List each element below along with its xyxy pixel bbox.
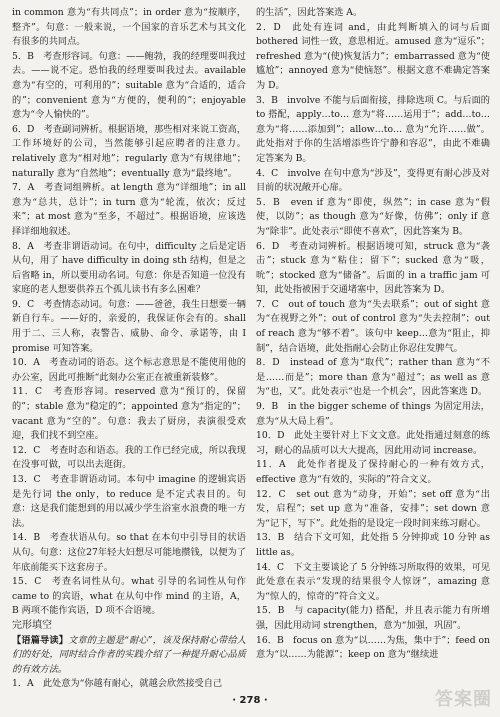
guide-tag: 【语篇导读】 [12, 634, 69, 646]
paragraph: 5．B even if 意为“即使，纵然”；in case 意为“假使，以防”；as though 意为“好像，仿佛”；only if 意为“除非”。此处表示“即使不喜欢”，因此答案为 B。 [256, 196, 490, 237]
paragraph: in common 意为“有共同点”；in order 意为“按顺序，整齐”。句意：一般来说，一个国家的音乐艺术与其文化有很多的共同点。 [12, 7, 246, 48]
page-number: · 278 · [232, 695, 268, 706]
paragraph: 12．C set out 意为“动身，开始”；set off 意为“出发，启程”；set up 意为“准备，安排”；set down 意为“记下，写下”。此处指的是设定一段时间来练习耐心。 [256, 488, 490, 529]
paragraph: 5．B 考查形容词。句意：——鲍勃，我的经理要叫我过去。——说不定。恐怕我的经理要叫我过去。available 意为“有空的，可利用的”；suitable 意为“合适的，适合的”；convenient 意为“方便的，便利的”；enjoyable 意为“令人愉快的”。 [12, 50, 246, 121]
paragraph: 的生活”，因此答案选 A。 [256, 7, 363, 18]
paragraph: 8．A 考查非谓语动词。在句中，difficulty 之后是定语从句，用了 have difficulty in doing sth 结构，但是之后省略 in，所以要用动名词。句意：你是否知道一位没有家庭的老人想要供养五个孤儿读书有多么困难？ [12, 240, 246, 296]
paragraph: 8．D instead of 意为“取代”；rather than 意为“不是……而是”；more than 意为“超过”；as well as 意为“也，又”。此处表示“也是一个机会”，因此答案选 D。 [256, 357, 490, 398]
paragraph: 15．C 考查名词性从句。what 引导的名词性从句作 came to 的宾语，what 在从句中作 mind 的主语，A，B 两项不能作宾语，D 项不合语境。 [12, 576, 246, 617]
passage-guide [12, 634, 246, 678]
paragraph: 9．B in the bigger scheme of things 为固定用法，意为“从大局上看”。 [256, 401, 490, 427]
paragraph: 16．B focus on 意为“以……为焦，集中于”；feed on 意为“以……为能源”；keep on 意为“继续进 [256, 634, 490, 661]
paragraph: 2．D 此处有连词 and，由此判断填入的词与后面 bothered 词性一致，意思相近。amused 意为“逗乐”；refreshed 意为“(使)恢复活力”；embarrassed 意为“使尴尬”；annoyed 意为“使恼怒”。根据文意不难确定答案为 D。 [256, 21, 490, 91]
paragraph: 1．A 此处意为“你越有耐心，就越会欣然接受自己 [12, 678, 223, 690]
paragraph: 14．B 考查状语从句。so that 在本句中引导目的状语从句。句意：这位27年轻大妇想尽可能地攒钱，以便为了年底前能买下这套房子。 [12, 532, 246, 573]
paragraph: 7．C out of touch 意为“失去联系”；out of sight 意为“在视野之外”；out of control 意为“失去控制”；out of reach 意为“够不着”。该句中 keep…意为“阻止，抑制”，结合语境，此处指耐心会防止你忍住发脾气。 [256, 298, 490, 354]
paragraph: 9．C 考查情态动词。句意：——爸爸，我生日想要一辆新自行车。——好的，亲爱的，我保证你会有的。shall 用于二、三人称，表警告、威胁、命令、承诺等，由 I promise 可知答案。 [12, 298, 246, 354]
right-column [256, 6, 490, 692]
guide-text: 文章的主题是“耐心”，该及保持耐心带给人们的好处，同时结合作者的实践介绍了一种提升耐心品质的有效方法。 [12, 634, 246, 675]
paragraph: 15．B 与 capacity(能力) 搭配，并且表示能力有所增强，因此用动词 strengthen，意为“加强，巩固”。 [256, 605, 490, 631]
paragraph: 11．C 考查形容词。reserved 意为“预订的，保留的”；stable 意为“稳定的”；appointed 意为“指定的”；vacant 意为“空的”。句意：我去了厨房，表演很受欢迎，我们找不到空座。 [12, 386, 246, 442]
paragraph: 6．D 考查动词辨析。根据语境可知，struck 意为“袭击”；stuck 意为“粘住；留下”；sucked 意为“吸，吮”；stocked 意为“储备”。后面的 in a traffic jam 可知，此处指被困于交通堵塞中，因此答案为 D。 [256, 240, 490, 296]
paragraph: 13．C 考查非谓语动词。本句中 imagine 的逻辑宾语是先行词 the only，to reduce 是不定式表目的。句意：这是我们能想到的用以减少学生浴室水浪费的唯一方法。 [12, 474, 246, 529]
left-column [12, 6, 246, 692]
paragraph: 10．D 此处主要针对上下文文意。此处指通过刻意的练习，耐心的品质可以大大提高，因此用动词 increase。 [256, 430, 490, 456]
paragraph: 4．C involve 在句中意为“涉及”，变得更有耐心涉及对目前的状况敞开心扉。 [256, 167, 490, 194]
paragraph: 10．A 考查动词的语态。这个标志意思是不能使用他的办公室，因此可推断“此刻办公室正在被重新装修”。 [12, 357, 246, 383]
watermark-logo: 答案圈 [435, 689, 492, 710]
paragraph: 6．D 考查副词辨析。根据语境，那些相对来说工资高，工作环境好的公司，当然能够引起应聘者的注意力。relatively 意为“相对地”；regularly 意为“有规律地”；naturally 意为“自然地”；eventually 意为“最终地”。 [12, 123, 246, 179]
paragraph: 3．B involve 不能与后面衔接，排除选项 C。与后面的 to 搭配，apply…to… 意为“将……运用于”；add…to… 意为“将……添加到”；allow…to… 意为“允许……做”。此处指对于你的生活增添些许宁静和容忍”，由此不难确定答案为 B。 [256, 94, 490, 164]
paragraph: 14．C 下文主要谈论了 5 分钟练习所取得的效果，可见此处意在表示“发现的结果很令人惊讶”，amazing 意为“惊人的，惊奇的”符合文义。 [256, 561, 490, 602]
section-heading: 完形填空 [12, 619, 52, 631]
paragraph: 13．B 结合下文可知，此处指 5 分钟抑或 10 分钟 as little as。 [256, 532, 490, 558]
two-column-layout [12, 6, 490, 692]
paragraph: 11．A 此处作者提及了保持耐心的一种有效方式，effective 意为“有效的，实际的”符合文义。 [256, 459, 490, 485]
paragraph: 12．C 考查时态和语态。我的工作已经完成，所以我现在没事可做，可以出去逛街。 [12, 444, 246, 471]
paragraph: 7．A 考查词组辨析。at length 意为“详细地”；in all 意为“总共，总计”；in turn 意为“轮流，依次；反过来”；at most 意为“至多，不超过”。根据语境，应该选择详细地叙述。 [12, 182, 246, 237]
